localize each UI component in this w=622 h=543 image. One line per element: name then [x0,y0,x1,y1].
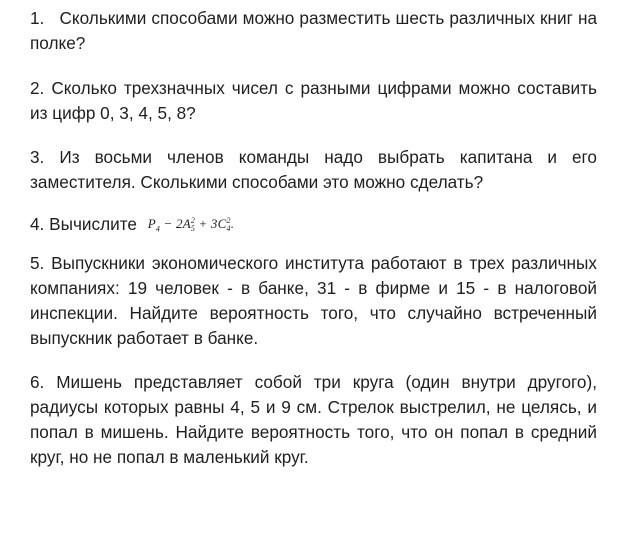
formula-c-sup: 2 [226,216,231,225]
problem-2-text: Сколько трехзначных чисел с разными цифрами можно составить из цифр 0, 3, 4, 5, 8? [30,78,597,123]
problem-4-formula [148,211,234,236]
problem-1 [30,6,597,56]
problem-2-number: 2. [30,78,45,98]
formula-a-base: A [182,216,191,231]
problem-2 [30,76,597,126]
problem-1-text: Сколькими способами можно разместить шесть различных книг на полке? [30,8,597,53]
problem-6-number: 6. [30,372,45,392]
formula-p-base: P [147,216,156,231]
problem-1-number: 1. [30,8,45,28]
problem-4-text: Вычислите [49,214,137,234]
formula-c-sub: 4 [226,224,231,233]
problem-list [30,6,597,470]
formula-a-sub: 5 [190,224,196,233]
problem-3-text: Из восьми членов команды надо выбрать капитана и его заместителя. Сколькими способами это можно сделать? [30,147,597,192]
formula-p-sub: 4 [155,224,161,234]
problem-3-number: 3. [30,147,45,167]
formula-c-base: C [217,216,227,231]
problem-6-text: Мишень представляет собой три круга (один внутри другого), радиусы которых равны 4, 5 и 9 см. Стрелок выстрелил, не целясь, и попал в мишень. Найдите вероятность того, что он попал в средний круг, но не попал в маленький круг. [30,372,597,467]
formula-plus: + 3 [195,216,218,231]
problem-6 [30,370,597,470]
formula-a-sup: 2 [190,216,196,225]
problem-4-number: 4. [30,214,45,234]
problem-5 [30,251,597,351]
problem-5-number: 5. [30,253,45,273]
problem-4 [30,211,597,237]
problem-5-text: Выпускники экономического института работают в трех различных компаниях: 19 человек - в банке, 31 - в фирме и 15 - в налоговой инспекции. Найдите вероятность того, что случайно встреченный выпускник работает в банке. [30,253,597,348]
problem-3 [30,145,597,195]
formula-minus: − 2 [160,216,183,231]
formula-end: . [230,216,235,231]
